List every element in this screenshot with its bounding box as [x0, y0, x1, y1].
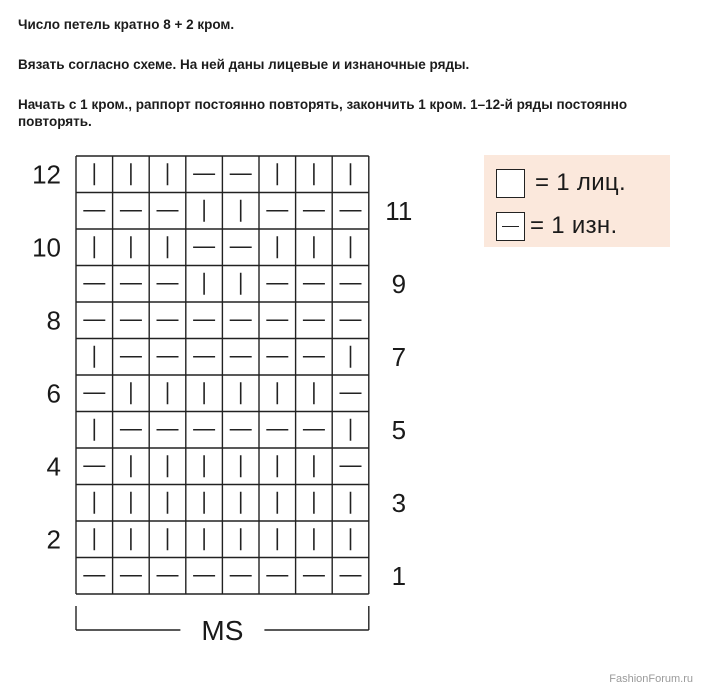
- knit-symbol-icon: [496, 169, 525, 198]
- row-label-right: 1: [391, 560, 407, 591]
- row-label-right: 9: [391, 268, 407, 299]
- row-label-left: 10: [32, 232, 61, 263]
- legend-knit-text: = 1 лиц.: [535, 169, 626, 196]
- legend: [484, 155, 670, 247]
- ms-label: MS: [201, 615, 244, 646]
- row-label-right: 7: [391, 341, 407, 372]
- legend-purl-text: = 1 изн.: [530, 212, 618, 239]
- legend-knit-row: [496, 167, 626, 199]
- row-label-left: 8: [46, 305, 61, 336]
- instruction-chart-note: Вязать согласно схеме. На ней даны лицевые и изнаночные ряды.: [18, 57, 470, 72]
- watermark: FashionForum.ru: [609, 673, 693, 685]
- instruction-repeat: Начать с 1 кром., раппорт постоянно повторять, закончить 1 кром. 1–12-й ряды постоянно повторять.: [18, 97, 628, 129]
- row-label-right: 11: [385, 195, 413, 226]
- purl-symbol-icon: [496, 212, 525, 241]
- row-label-right: 5: [391, 414, 407, 445]
- row-label-left: 2: [46, 524, 61, 555]
- row-label-left: 12: [32, 159, 61, 190]
- row-label-left: 6: [46, 378, 61, 409]
- legend-purl-row: [496, 210, 617, 242]
- instruction-stitch-count: Число петель кратно 8 + 2 кром.: [18, 17, 235, 32]
- row-label-right: 3: [391, 487, 407, 518]
- row-label-left: 4: [46, 451, 61, 482]
